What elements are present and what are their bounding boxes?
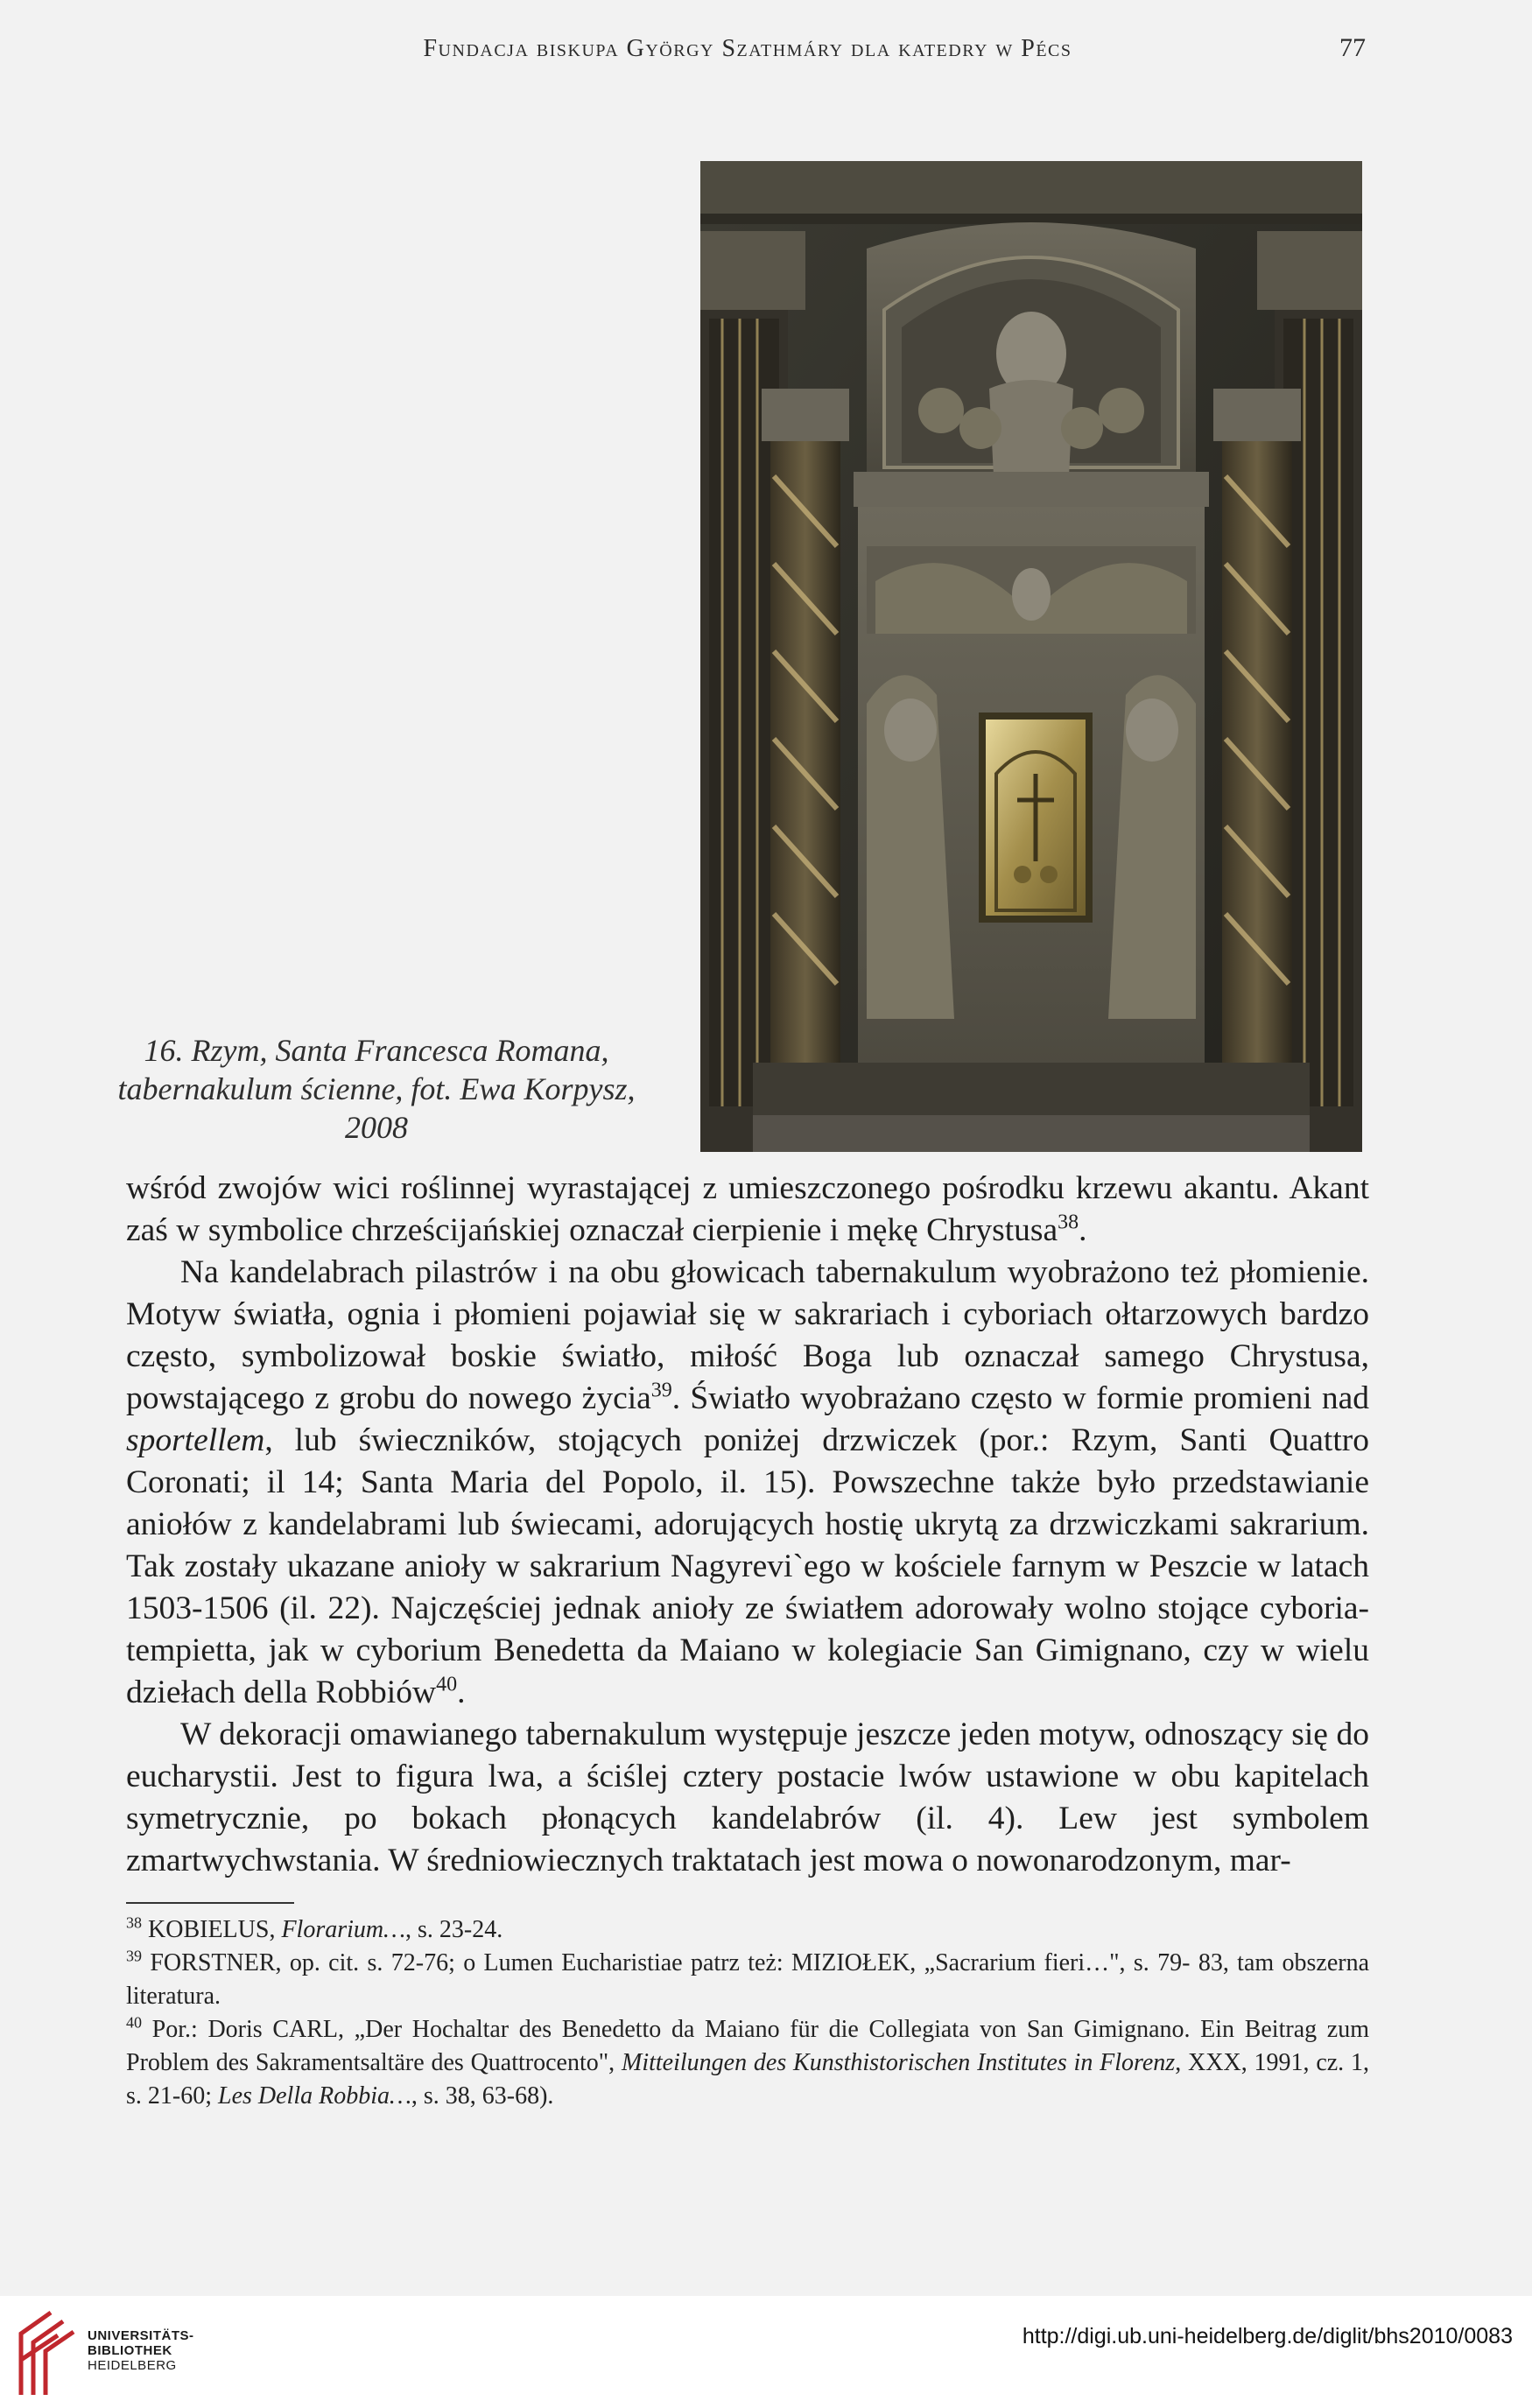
paragraph-text: , lub świeczników, stojących poniżej drzwiczek (por.: Rzym, Santi Quattro Coronati; il 14; Santa Maria del Popolo, il. 15). Powszechne także było przedstawianie aniołów z kandelabrami lub świecami, adorujących hostię ukrytą za drzwiczkami sakrarium. Tak zostały ukazane anioły w sakrarium Nagyrevi`ego w kościele farnym w Peszcie w latach 1503-1506 (il. 22). Najczęściej jednak anioły ze światłem adorowały wolno stojące cyboria-tempietta, jak w cyborium Benedetta da Maiano w kolegiacie San Gimignano, czy w wielu dziełach della Robbiów [126, 1422, 1369, 1710]
footnote [126, 2013, 1369, 2113]
footnote-ref: 38 [1058, 1211, 1079, 1234]
footnote-separator [126, 1902, 294, 1904]
paragraph: W dekoracji omawianego tabernakulum występuje jeszcze jeden motyw, odnoszący się do eucharystii. Jest to figura lwa, a ściślej cztery postacie lwów ustawione w obu kapitelach symetrycznie, po bokach płonących kandelabrów (il. 4). Lew jest symbolem zmartwychwstania. W średniowiecznych traktatach jest mowa o nowonarodzonym, mar- [126, 1716, 1369, 1878]
page-number: 77 [1339, 33, 1366, 62]
library-name-line: UNIVERSITÄTS- [88, 2328, 194, 2343]
tabernacle-photo [700, 161, 1362, 1152]
caption-line: tabernakulum ścienne, fot. Ewa Korpysz, [117, 1071, 636, 1106]
caption-line: 2008 [345, 1110, 408, 1145]
paragraph-text: wśród zwojów wici roślinnej wyrastającej z umieszczonego pośrodku krzewu akantu. Akant zaś w symbolice chrześcijańskiej oznaczał cierpienie i mękę Chrystusa [126, 1170, 1369, 1248]
footnote-ref: 40 [436, 1673, 458, 1696]
figure-caption [96, 1031, 657, 1147]
footnote-number: 40 [126, 2013, 142, 2032]
source-url-link[interactable]: http://digi.ub.uni-heidelberg.de/diglit/bhs2010/0083 [1022, 2324, 1513, 2348]
footnote [126, 1913, 1369, 1947]
footnote-text: Por.: Doris CARL, „Der Hochaltar des Benedetto da Maiano für die Collegiata von San Gimignano. Ein Beitrag zum Problem des Sakramentsaltäre des Quattrocento", [126, 2016, 1369, 2076]
library-name-line: BIBLIOTHEK [88, 2343, 172, 2358]
paragraph-text: . [1079, 1212, 1087, 1248]
footnote-number: 39 [126, 1947, 142, 1965]
italic-title: Mitteilungen des Kunsthistorischen Institutes in Florenz [622, 2049, 1176, 2076]
footnote [126, 1947, 1369, 2013]
library-logo-icon [16, 2307, 79, 2398]
footnote-text: FORSTNER, op. cit. s. 72-76; o Lumen Eucharistiae patrz też: MIZIOŁEK, „Sacrarium fieri…", s. 79- 83, tam obszerna literatura. [126, 1949, 1369, 2010]
footnote-text: , s. 23-24. [405, 1916, 503, 1943]
paragraph [126, 1252, 1369, 1714]
library-name-line: HEIDELBERG [88, 2358, 177, 2373]
main-text [126, 1168, 1369, 1882]
footnote-text: KOBIELUS, [142, 1916, 282, 1943]
paragraph-text: . Światło wyobrażano często w formie promieni nad [671, 1380, 1369, 1416]
paragraph-text: . [457, 1674, 466, 1710]
paragraph-text: Na kandelabrach pilastrów i na obu głowicach tabernakulum wyobrażono też płomienie. Motyw światła, ognia i płomieni pojawiał się w sakrariach i cyboriach ołtarzowych bardzo często, symbolizował boskie światło, miłość Boga lub oznaczał samego Chrystusa, powstającego z grobu do nowego życia [126, 1254, 1369, 1416]
footnote-number: 38 [126, 1913, 142, 1932]
paragraph [126, 1168, 1369, 1252]
caption-line: 16. Rzym, Santa Francesca Romana, [144, 1033, 609, 1068]
library-name [88, 2328, 194, 2373]
italic-term: sportellem [126, 1422, 265, 1458]
footnotes [126, 1913, 1369, 2113]
italic-title: Les Della Robbia… [218, 2082, 411, 2110]
italic-title: Florarium… [281, 1916, 406, 1943]
running-title: Fundacja biskupa György Szathmáry dla katedry w Pécs [423, 35, 1072, 62]
footnote-text: , XXX, 1991, cz. 1, s. 21-60; [126, 2049, 1369, 2110]
footnote-ref: 39 [650, 1379, 672, 1402]
digitization-footer [0, 2296, 1532, 2408]
footnote-text: , s. 38, 63-68). [411, 2082, 554, 2110]
